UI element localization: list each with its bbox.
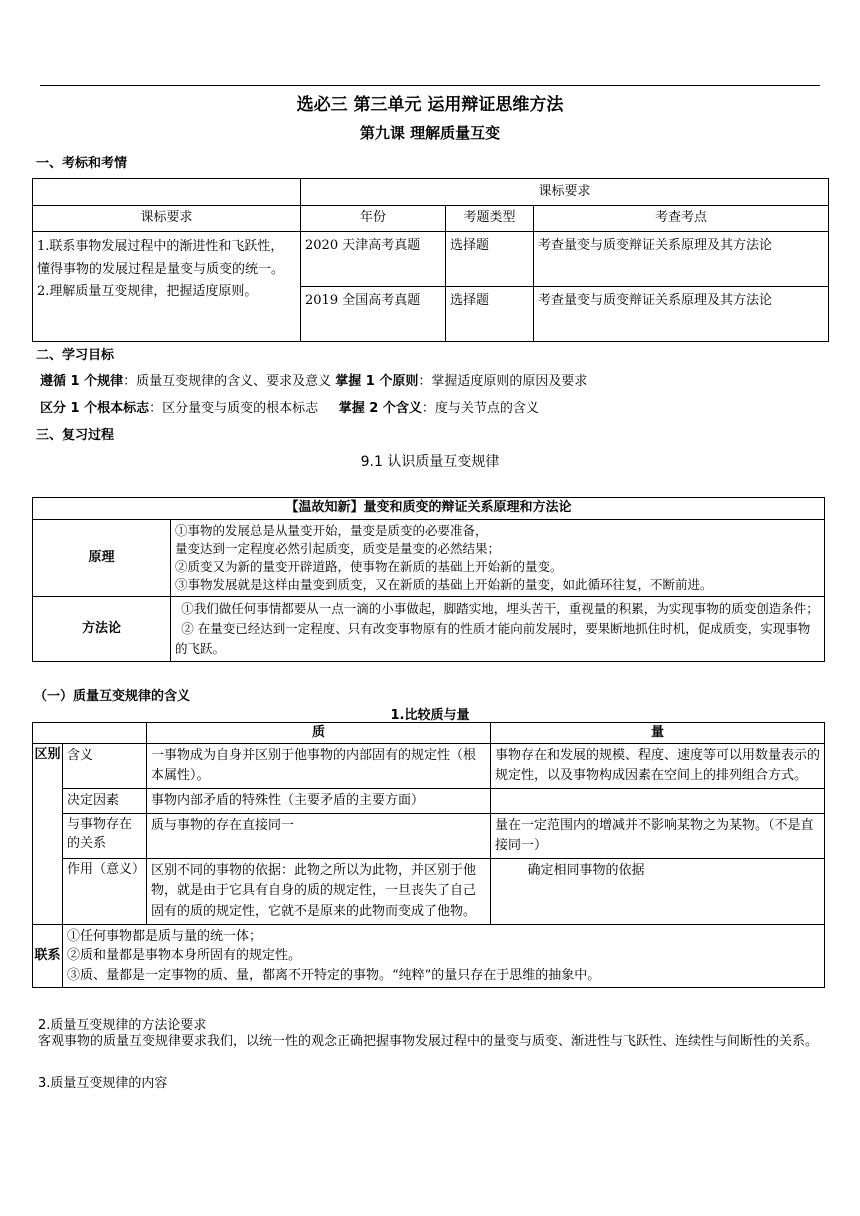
year-cell: 2019 全国高考真题 <box>301 286 446 341</box>
method-label: 方法论 <box>33 597 171 662</box>
principle-line: ③事物发展就是这样由量变到质变，又在新质的基础上开始新的量变，如此循环往复，不断前进。 <box>175 577 713 593</box>
row-label: 含义 <box>63 743 147 788</box>
goal-label: 掌握 2 个含义 <box>338 401 422 416</box>
review-header: 【温故知新】量变和质变的辩证关系原理和方法论 <box>33 498 825 520</box>
diff-label: 区别 <box>33 743 63 924</box>
principle-line: 量变达到一定程度必然引起质变，质变是量变的必然结果； <box>175 541 501 557</box>
standards-table <box>32 178 829 342</box>
quality-cell: 质与事物的存在直接同一 <box>147 814 491 859</box>
col-requirement: 课标要求 <box>33 206 301 232</box>
goal-text: ：区分量变与质变的根本标志 <box>149 401 339 416</box>
quality-cell: 区别不同的事物的依据：此物之所以为此物，并区别于他物，就是由于它具有自身的质的规定性，一旦丧失了自己固有的质的规定性，它就不是原来的此物而变成了他物。 <box>147 859 491 924</box>
quantity-cell: 量在一定范围内的增减并不影响某物之为某物。（不是直接同一） <box>491 814 825 859</box>
point-cell: 考查量变与质变辩证关系原理及其方法论 <box>534 231 829 286</box>
review-table <box>32 497 825 662</box>
link-label: 联系 <box>33 924 63 988</box>
lesson-section-title: 9.1 认识质量互变规律 <box>360 454 500 470</box>
header-rule <box>40 85 820 86</box>
col-type: 考题类型 <box>446 206 534 232</box>
quality-cell: 事物内部矛盾的特殊性（主要矛盾的主要方面） <box>147 788 491 813</box>
section-heading-goals: 二、学习目标 <box>36 348 115 363</box>
col-quantity: 量 <box>491 723 825 744</box>
link-line: ②质和量都是事物本身所固有的规定性。 <box>67 948 302 964</box>
goal-text: ：度与关节点的含义 <box>421 401 539 416</box>
goal-label: 掌握 1 个原则 <box>335 374 419 389</box>
goal-line-1 <box>40 370 587 389</box>
item3-title: 3.质量互变规律的内容 <box>38 1076 168 1091</box>
group-header: 课标要求 <box>301 179 829 206</box>
type-cell: 选择题 <box>446 286 534 341</box>
method-cell <box>171 597 825 662</box>
blank-cell <box>33 179 301 206</box>
goal-label: 遵循 1 个规律 <box>40 374 124 389</box>
point-cell: 考查量变与质变辩证关系原理及其方法论 <box>534 286 829 341</box>
link-line: ③质、量都是一定事物的质、量，都离不开特定的事物。“纯粹”的量只存在于思维的抽象中。 <box>67 967 601 983</box>
compare-table <box>32 722 825 988</box>
row-label: 作用（意义） <box>63 859 147 924</box>
section-heading-review: 三、复习过程 <box>36 428 115 443</box>
lesson-subtitle: 第九课 理解质量互变 <box>359 124 501 142</box>
method-line: ② 在量变已经达到一定程度、只有改变事物原有的性质才能向前发展时，要果断地抓住时机，促成质变，实现事物的飞跃。 <box>175 621 811 657</box>
principle-label: 原理 <box>33 519 171 597</box>
compare-title: 1.比较质与量 <box>390 708 470 723</box>
quantity-cell: 事物存在和发展的规模、程度、速度等可以用数量表示的规定性，以及事物构成因素在空间上的排列组合方式。 <box>491 743 825 788</box>
col-point: 考查考点 <box>534 206 829 232</box>
goal-text: ：质量互变规律的含义、要求及意义 <box>123 374 336 389</box>
goal-text: ：掌握适度原则的原因及要求 <box>418 374 588 389</box>
link-cell <box>63 924 825 988</box>
col-quality: 质 <box>147 723 491 744</box>
col-year: 年份 <box>301 206 446 232</box>
goal-line-2 <box>40 397 539 416</box>
principle-line: ②质变又为新的量变开辟道路，使事物在新质的基础上开始新的量变。 <box>175 559 563 575</box>
method-line: ①我们做任何事情都要从一点一滴的小事做起，脚踏实地，埋头苦干，重视量的积累，为实现事物的质变创造条件； <box>181 601 819 617</box>
blank-cell <box>33 723 147 744</box>
section-heading-standards: 一、考标和考情 <box>36 156 128 171</box>
requirement-line: 1.联系事物发展过程中的渐进性和飞跃性，懂得事物的发展过程是量变与质变的统一。 <box>37 238 285 277</box>
goal-label: 区分 1 个根本标志 <box>40 401 150 416</box>
page-title: 选必三 第三单元 运用辩证思维方法 <box>296 95 564 115</box>
item2-title: 2.质量互变规律的方法论要求 <box>38 1018 207 1033</box>
type-cell: 选择题 <box>446 231 534 286</box>
part1-heading: （一）质量互变规律的含义 <box>34 689 191 704</box>
item2-text: 客观事物的质量互变规律要求我们，以统一性的观念正确把握事物发展过程中的量变与质变、渐进性与飞跃性、连续性与间断性的关系。 <box>38 1034 819 1049</box>
year-cell: 2020 天津高考真题 <box>301 231 446 286</box>
quantity-cell <box>491 788 825 813</box>
link-line: ①任何事物都是质与量的统一体； <box>67 928 263 944</box>
principle-cell <box>171 519 825 597</box>
row-label: 与事物存在的关系 <box>63 814 147 859</box>
quality-cell: 一事物成为自身并区别于他事物的内部固有的规定性（根本属性）。 <box>147 743 491 788</box>
quantity-cell: 确定相同事物的依据 <box>491 859 825 924</box>
row-label: 决定因素 <box>63 788 147 813</box>
requirement-cell <box>33 231 301 341</box>
principle-line: ①事物的发展总是从量变开始，量变是质变的必要准备， <box>175 522 488 538</box>
requirement-line: 2.理解质量互变规律，把握适度原则。 <box>37 284 258 300</box>
